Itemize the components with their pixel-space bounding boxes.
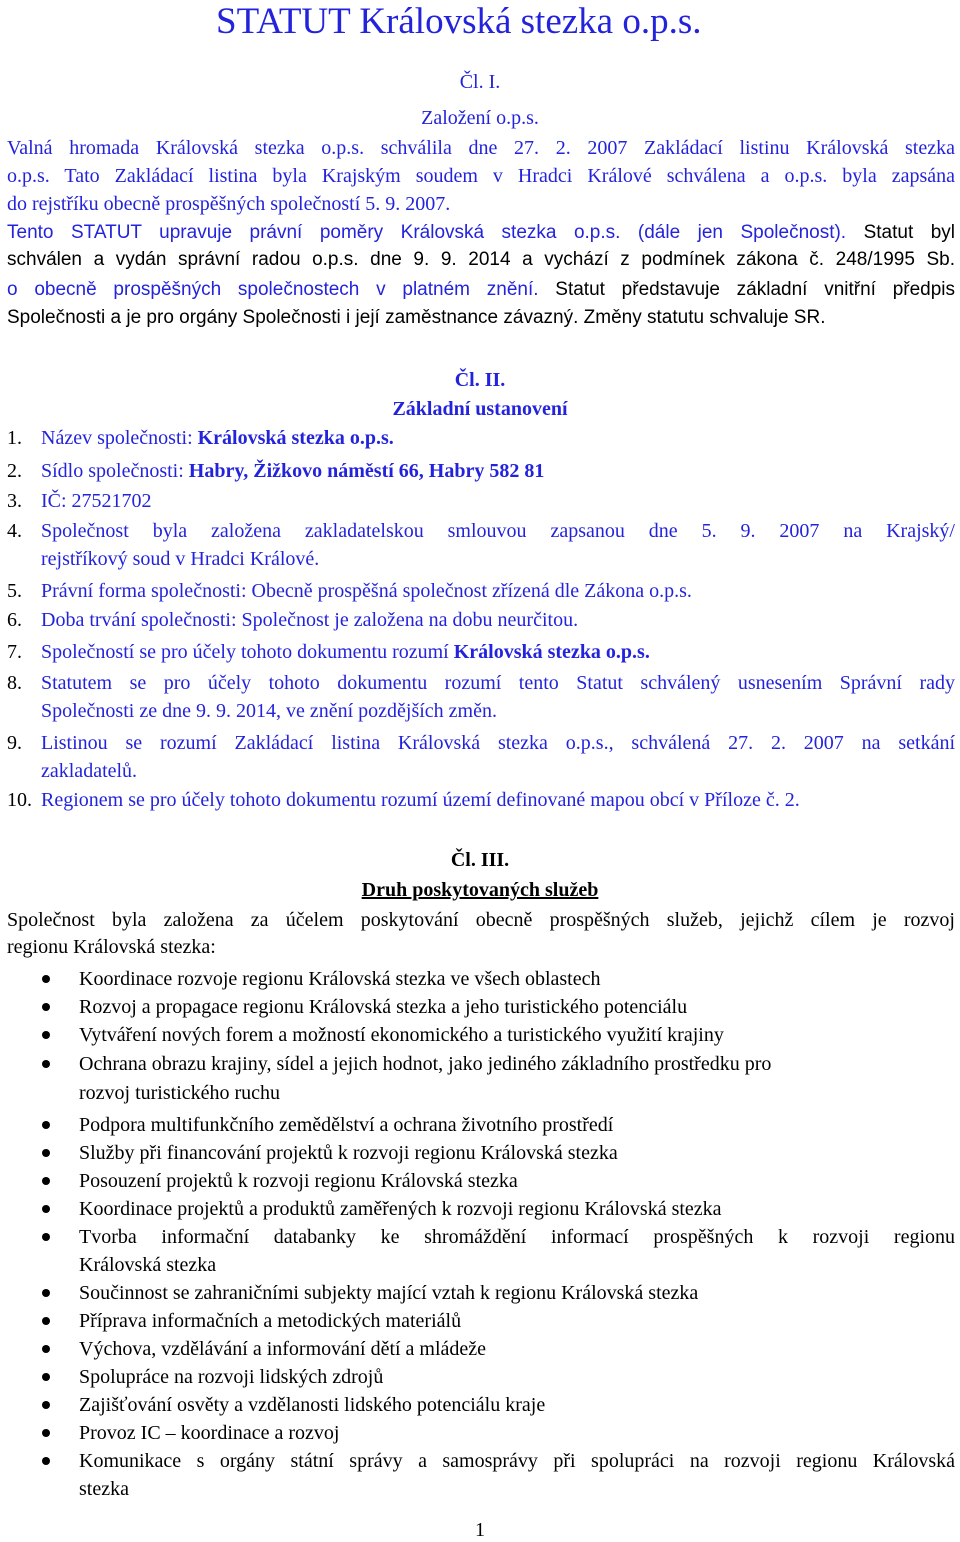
article-1-line-4-black: Statut byl: [846, 222, 955, 243]
article-1-line-3: do rejstříku obecně prospěšných společností 5. 9. 2007.: [7, 193, 451, 215]
bullet-item: Koordinace rozvoje regionu Královská stezka ve všech oblastech: [79, 968, 601, 990]
list-number: 1.: [7, 427, 22, 449]
article-2-subheading: Základní ustanovení: [392, 398, 568, 420]
list-text: Statutem se pro účely tohoto dokumentu rozumí tento Statut schválený usnesením Správní rady: [41, 672, 955, 694]
bullet-icon: [42, 1149, 50, 1157]
list-text: Název společnosti:: [41, 427, 198, 449]
bullet-icon: [42, 1317, 50, 1325]
bullet-item: Výchova, vzdělávání a informování dětí a mládeže: [79, 1338, 487, 1360]
bullet-icon: [42, 1205, 50, 1213]
bullet-item: Provoz IC – koordinace a rozvoj: [79, 1422, 340, 1444]
list-text: zakladatelů.: [41, 760, 138, 782]
article-2-heading: Čl. II.: [454, 369, 506, 391]
list-number: 2.: [7, 460, 22, 482]
list-text: Právní forma společnosti: Obecně prospěšná společnost zřízená dle Zákona o.p.s.: [41, 580, 692, 602]
document-title: STATUT Královská stezka o.p.s.: [216, 1, 702, 42]
article-3-heading: Čl. III.: [450, 849, 510, 871]
list-number: 4.: [7, 520, 22, 542]
bullet-item: Spolupráce na rozvoji lidských zdrojů: [79, 1366, 384, 1388]
bullet-item: Součinnost se zahraničními subjekty mající vztah k regionu Královská stezka: [79, 1282, 699, 1304]
list-number: 9.: [7, 732, 22, 754]
bullet-item: Ochrana obrazu krajiny, sídel a jejich hodnot, jako jediného základního prostředku pro: [79, 1053, 772, 1075]
bullet-icon: [42, 1429, 50, 1437]
bullet-item: Podpora multifunkčního zemědělství a ochrana životního prostředí: [79, 1114, 614, 1136]
list-number: 6.: [7, 609, 22, 631]
bullet-item: Vytváření nových forem a možností ekonomického a turistického využití krajiny: [79, 1024, 724, 1046]
article-3-intro-line-2: regionu Královská stezka:: [7, 936, 216, 958]
page-number: 1: [475, 1519, 485, 1541]
bullet-item: Posouzení projektů k rozvoji regionu Královská stezka: [79, 1170, 518, 1192]
list-text: Sídlo společnosti:: [41, 460, 189, 482]
list-text: Doba trvání společnosti: Společnost je založena na dobu neurčitou.: [41, 609, 579, 631]
list-number: 5.: [7, 580, 22, 602]
article-1-line-6-black: Statut představuje základní vnitřní předpis: [538, 279, 956, 300]
bullet-item-continued: Královská stezka: [79, 1254, 217, 1276]
article-1-subheading: Založení o.p.s.: [421, 107, 539, 129]
list-text: Společností se pro účely tohoto dokumentu rozumí: [41, 641, 454, 663]
company-name: Královská stezka o.p.s.: [197, 427, 394, 449]
bullet-item: Rozvoj a propagace regionu Královská stezka a jeho turistického potenciálu: [79, 996, 688, 1018]
list-number: 10.: [7, 789, 32, 811]
list-text: Společnosti ze dne 9. 9. 2014, ve znění pozdějších změn.: [41, 700, 497, 722]
bullet-icon: [42, 1401, 50, 1409]
list-text: Listinou se rozumí Zakládací listina Královská stezka o.p.s., schválená 27. 2. 2007 na setkání: [41, 732, 955, 754]
list-text: Regionem se pro účely tohoto dokumentu rozumí území definované mapou obcí v Příloze č. 2.: [41, 789, 800, 811]
bullet-icon: [42, 1345, 50, 1353]
article-1-heading: Čl. I.: [459, 71, 501, 93]
bullet-icon: [42, 1121, 50, 1129]
company-address: Habry, Žižkovo náměstí 66, Habry 582 81: [188, 460, 545, 482]
list-number: 8.: [7, 672, 22, 694]
article-1-line-6: [7, 277, 955, 303]
list-number: 3.: [7, 490, 22, 512]
list-text: IČ: 27521702: [41, 490, 152, 512]
bullet-icon: [42, 975, 50, 983]
bullet-item: Komunikace s orgány státní správy a samosprávy při spolupráci na rozvoji regionu Královská: [79, 1450, 955, 1472]
article-1-line-6-blue: o obecně prospěšných společnostech v platném znění.: [7, 279, 539, 300]
bullet-item: Tvorba informační databanky ke shromáždění informací prospěšných k rozvoji regionu: [79, 1226, 955, 1248]
article-1-line-5: schválen a vydán správní radou o.p.s. dne 9. 9. 2014 a vychází z podmínek zákona č. 248/1995 Sb.: [7, 249, 955, 270]
article-3-subheading: Druh poskytovaných služeb: [361, 879, 599, 901]
bullet-icon: [42, 1289, 50, 1297]
list-text: Společnost byla založena zakladatelskou smlouvou zapsanou dne 5. 9. 2007 na Krajský/: [41, 520, 955, 542]
bullet-item: Koordinace projektů a produktů zaměřených k rozvoji regionu Královská stezka: [79, 1198, 722, 1220]
list-text: rejstříkový soud v Hradci Králové.: [41, 548, 320, 570]
bullet-icon: [42, 1177, 50, 1185]
bullet-item: Služby při financování projektů k rozvoji regionu Královská stezka: [79, 1142, 618, 1164]
article-1-line-4-blue: Tento STATUT upravuje právní poměry Královská stezka o.p.s. (dále jen Společnost).: [7, 222, 847, 243]
bullet-icon: [42, 1031, 50, 1039]
bullet-icon: [42, 1060, 50, 1068]
bullet-item-continued: rozvoj turistického ruchu: [79, 1082, 281, 1104]
bullet-item: Příprava informačních a metodických materiálů: [79, 1310, 462, 1332]
article-1-line-4: [7, 220, 955, 246]
bullet-item-continued: stezka: [79, 1478, 129, 1500]
article-1-line-2: o.p.s. Tato Zakládací listina byla Krajským soudem v Hradci Králové schválena a o.p.s. byla zapsána: [7, 165, 955, 187]
article-1-line-1: Valná hromada Královská stezka o.p.s. schválila dne 27. 2. 2007 Zakládací listinu Královská stezka: [7, 137, 955, 159]
bullet-icon: [42, 1233, 50, 1241]
bullet-icon: [42, 1003, 50, 1011]
article-3-intro-line-1: Společnost byla založena za účelem poskytování obecně prospěšných služeb, jejichž cílem je rozvoj: [7, 909, 955, 931]
bullet-item: Zajišťování osvěty a vzdělanosti lidského potenciálu kraje: [79, 1394, 546, 1416]
company-name: Královská stezka o.p.s.: [453, 641, 650, 663]
article-1-line-7: Společnosti a je pro orgány Společnosti i její zaměstnance závazný. Změny statutu schvaluje SR.: [7, 307, 826, 328]
list-number: 7.: [7, 641, 22, 663]
bullet-icon: [42, 1457, 50, 1465]
bullet-icon: [42, 1373, 50, 1381]
